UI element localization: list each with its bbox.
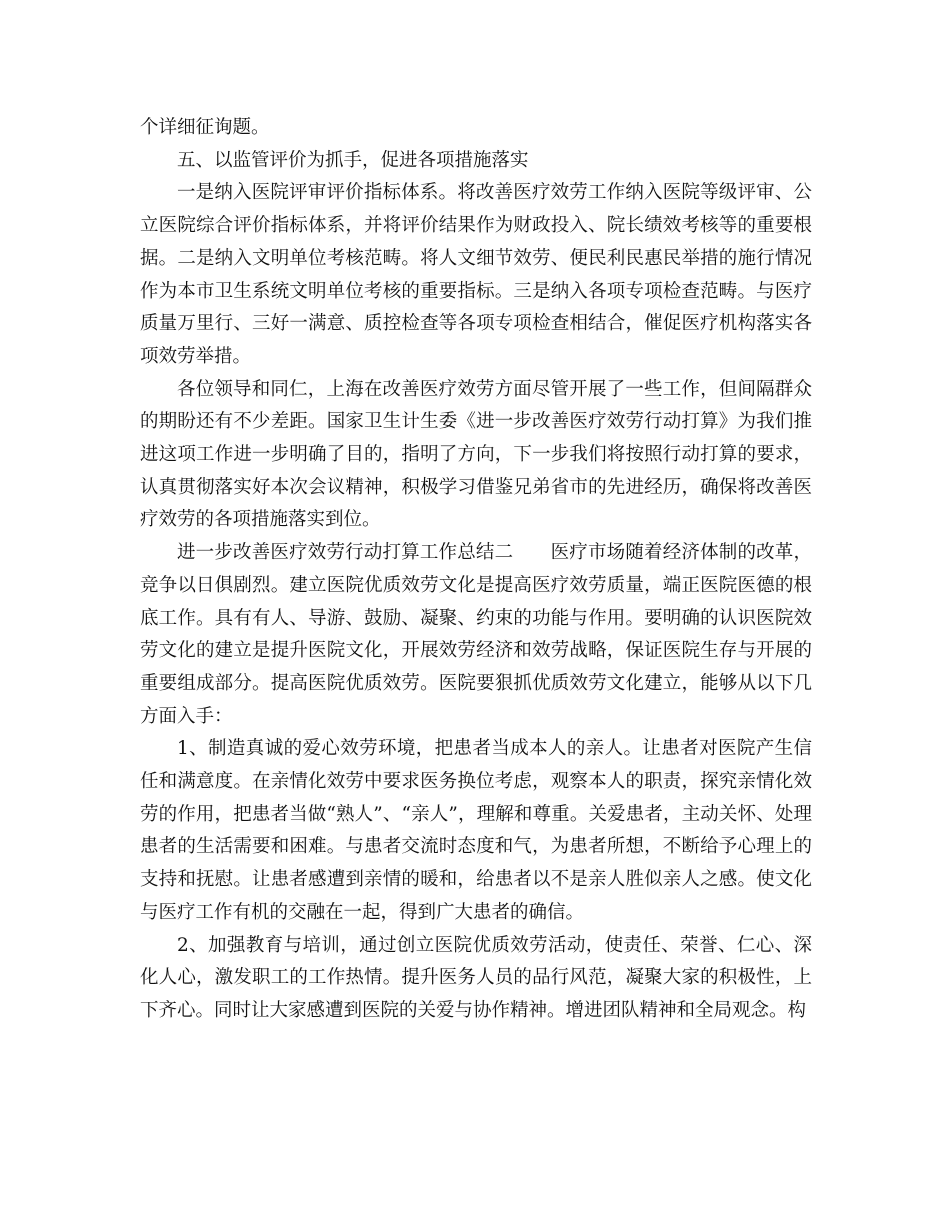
paragraph-closing-remarks: 各位领导和同仁，上海在改善医疗效劳方面尽管开展了一些工作，但间隔群众的期盼还有不少差距。国家卫生计生委《进一步改善医疗效劳行动打算》为我们推进这项工作进一步明确了目的，指明了方向，下一步我们将按照行动打算的要求，认真贯彻落实好本次会议精神，积极学习借鉴兄弟省市的先进经历，确保将改善医疗效劳的各项措施落实到位。: [140, 378, 812, 531]
paragraph-item-2: 2、加强教育与培训，通过创立医院优质效劳活动，使责任、荣誉、仁心、深化人心，激发职工的工作热情。提升医务人员的品行风范，凝聚大家的积极性，上下齐心。同时让大家感遭到医院的关爱与协作精神。增进团队精神和全局观念。构: [140, 934, 812, 1021]
paragraph-summary-two-intro: 进一步改善医疗效劳行动打算工作总结二 医疗市场随着经济体制的改革，竞争以日俱剧烈。建立医院优质效劳文化是提高医疗效劳质量，端正医院医德的根底工作。具有有人、导游、鼓励、凝聚、约束的功能与作用。要明确的认识医院效劳文化的建立是提升医院文化，开展效劳经济和效劳战略，保证医院生存与开展的重要组成部分。提高医院优质效劳。医院要狠抓优质效劳文化建立，能够从以下几方面入手：: [140, 542, 812, 727]
document-page: [140, 112, 812, 1028]
section-heading: 五、以监管评价为抓手，促进各项措施落实: [177, 149, 529, 171]
paragraph-evaluation-system: 一是纳入医院评审评价指标体系。将改善医疗效劳工作纳入医院等级评审、公立医院综合评价指标体系，并将评价结果作为财政投入、院长绩效考核等的重要根据。二是纳入文明单位考核范畴。将人文细节效劳、便民利民惠民举措的施行情况作为本市卫生系统文明单位考核的重要指标。三是纳入各项专项检查范畴。与医疗质量万里行、三好一满意、质控检查等各项专项检查相结合，催促医疗机构落实各项效劳举措。: [140, 182, 812, 367]
paragraph-continuation: 个详细征询题。: [140, 117, 270, 138]
paragraph-item-1: 1、制造真诚的爱心效劳环境，把患者当成本人的亲人。让患者对医院产生信任和满意度。在亲情化效劳中要求医务换位考虑，观察本人的职责，探究亲情化效劳的作用，把患者当做“熟人”、“亲人”，理解和尊重。关爱患者，主动关怀、处理患者的生活需要和困难。与患者交流时态度和气，为患者所想，不断给予心理上的支持和抚慰。让患者感遭到亲情的暖和，给患者以不是亲人胜似亲人之感。使文化与医疗工作有机的交融在一起，得到广大患者的确信。: [140, 738, 812, 923]
